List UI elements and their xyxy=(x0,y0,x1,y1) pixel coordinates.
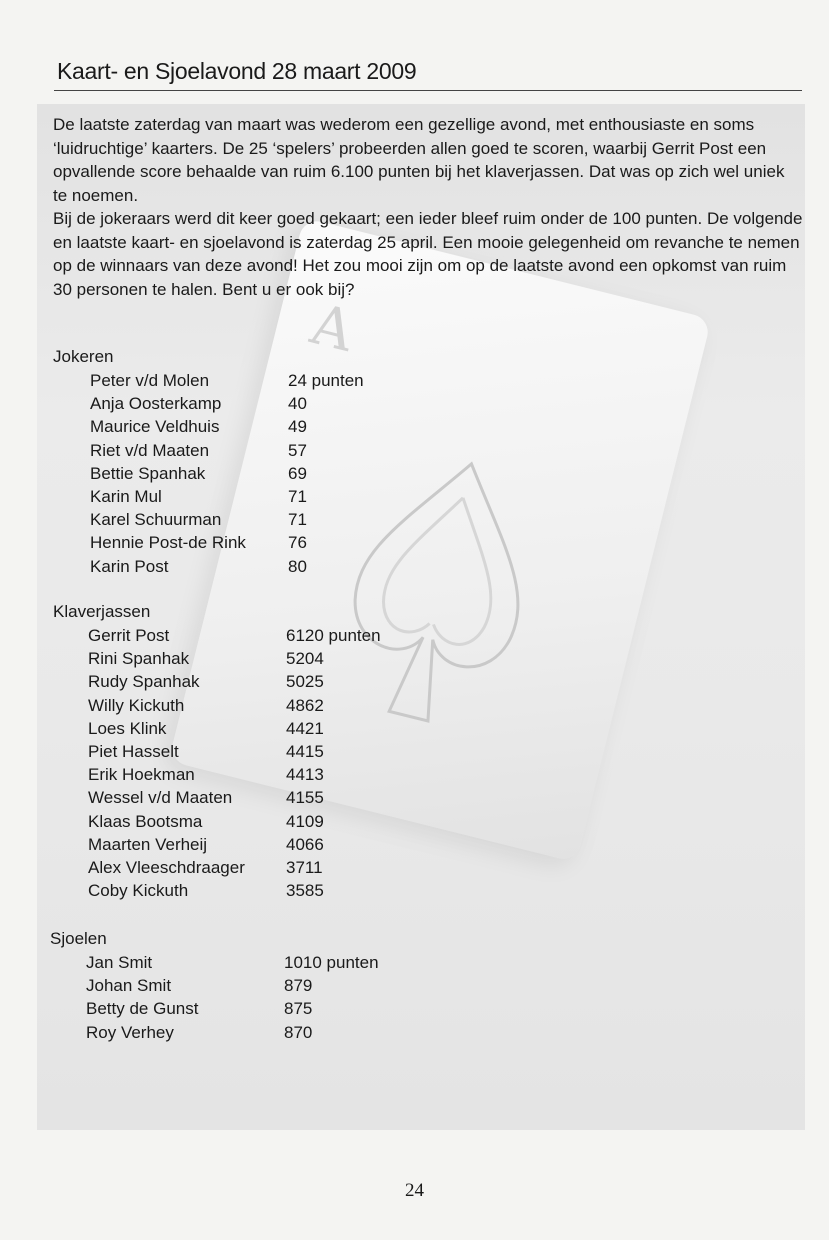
player-name: Peter v/d Molen xyxy=(90,371,210,390)
player-score: 71 xyxy=(288,487,307,506)
title-divider xyxy=(54,90,802,91)
page-title: Kaart- en Sjoelavond 28 maart 2009 xyxy=(57,58,417,84)
player-score: 4066 xyxy=(286,834,324,854)
player-score: 80 xyxy=(288,556,307,576)
player-score: 870 xyxy=(284,1022,313,1042)
player-score: 4155 xyxy=(286,788,324,808)
player-score: 4415 xyxy=(286,742,324,761)
card-ace-letter: A xyxy=(304,292,360,365)
player-score: 40 xyxy=(288,394,307,414)
player-name: Jan Smit xyxy=(86,953,153,972)
player-score: 6120 punten xyxy=(286,626,381,645)
player-name: Rini Spanhak xyxy=(88,649,190,669)
player-name: Loes Klink xyxy=(88,718,167,738)
player-name: Erik Hoekman xyxy=(88,765,195,785)
player-score: 71 xyxy=(288,510,307,530)
player-score: 4862 xyxy=(286,695,324,715)
player-score: 69 xyxy=(288,463,307,483)
player-name: Riet v/d Maaten xyxy=(90,440,210,460)
player-score: 879 xyxy=(284,976,313,996)
player-name: Roy Verhey xyxy=(86,1022,174,1042)
section-title-klaverjassen: Klaverjassen xyxy=(53,602,151,621)
player-score: 5025 xyxy=(286,672,324,692)
player-score: 24 punten xyxy=(288,371,364,390)
player-score: 1010 punten xyxy=(284,953,379,972)
player-name: Willy Kickuth xyxy=(88,695,185,715)
player-score: 57 xyxy=(288,440,307,460)
player-name: Johan Smit xyxy=(86,976,172,996)
player-score: 76 xyxy=(288,533,307,553)
player-name: Karin Post xyxy=(90,556,169,576)
section-title-sjoelen: Sjoelen xyxy=(50,929,107,948)
player-name: Karin Mul xyxy=(90,487,162,506)
player-name: Wessel v/d Maaten xyxy=(88,788,233,808)
player-name: Hennie Post-de Rink xyxy=(90,533,246,553)
player-name: Maarten Verheij xyxy=(88,834,208,854)
player-score: 3711 xyxy=(286,858,323,877)
page-number: 24 xyxy=(405,1180,424,1201)
player-name: Alex Vleeschdraager xyxy=(88,858,245,877)
player-score: 3585 xyxy=(286,881,324,901)
player-score: 49 xyxy=(288,417,307,437)
intro-paragraph-2: Bij de jokeraars werd dit keer goed gekaart; een ieder bleef ruim onder de 100 punten. De volgende en laatste kaart- en sjoelavond is zaterdag 25 april. Een mooie gelegenheid om revanche te nemen op de winnaars van deze avond! Het zou mooi zijn om op de laatste avond een opkomst van ruim 30 personen te halen. Bent u er ook bij? xyxy=(53,209,803,299)
player-score: 4413 xyxy=(286,765,324,785)
player-name: Rudy Spanhak xyxy=(88,672,200,692)
player-name: Anja Oosterkamp xyxy=(90,394,222,414)
player-score: 4421 xyxy=(286,718,324,738)
player-name: Coby Kickuth xyxy=(88,881,189,901)
player-name: Klaas Bootsma xyxy=(88,811,203,831)
intro-paragraph-1: De laatste zaterdag van maart was wederom een gezellige avond, met enthousiaste en soms ‘luidruchtige’ kaarters. De 25 ‘spelers’ probeerden allen goed te scoren, waarbij Gerrit Post een opvallende score behaalde van ruim 6.100 punten bij het klaverjassen. Dat was op zich wel uniek te noemen. xyxy=(53,115,785,205)
intro-text xyxy=(53,113,803,301)
player-name: Piet Hasselt xyxy=(88,742,179,761)
player-score: 4109 xyxy=(286,811,324,831)
player-name: Maurice Veldhuis xyxy=(90,417,220,437)
player-name: Gerrit Post xyxy=(88,626,170,645)
player-name: Betty de Gunst xyxy=(86,999,199,1019)
player-score: 875 xyxy=(284,999,313,1019)
section-title-jokeren: Jokeren xyxy=(53,347,114,366)
spade-icon xyxy=(330,440,550,740)
player-name: Karel Schuurman xyxy=(90,510,222,530)
player-name: Bettie Spanhak xyxy=(90,463,206,483)
player-score: 5204 xyxy=(286,649,324,669)
